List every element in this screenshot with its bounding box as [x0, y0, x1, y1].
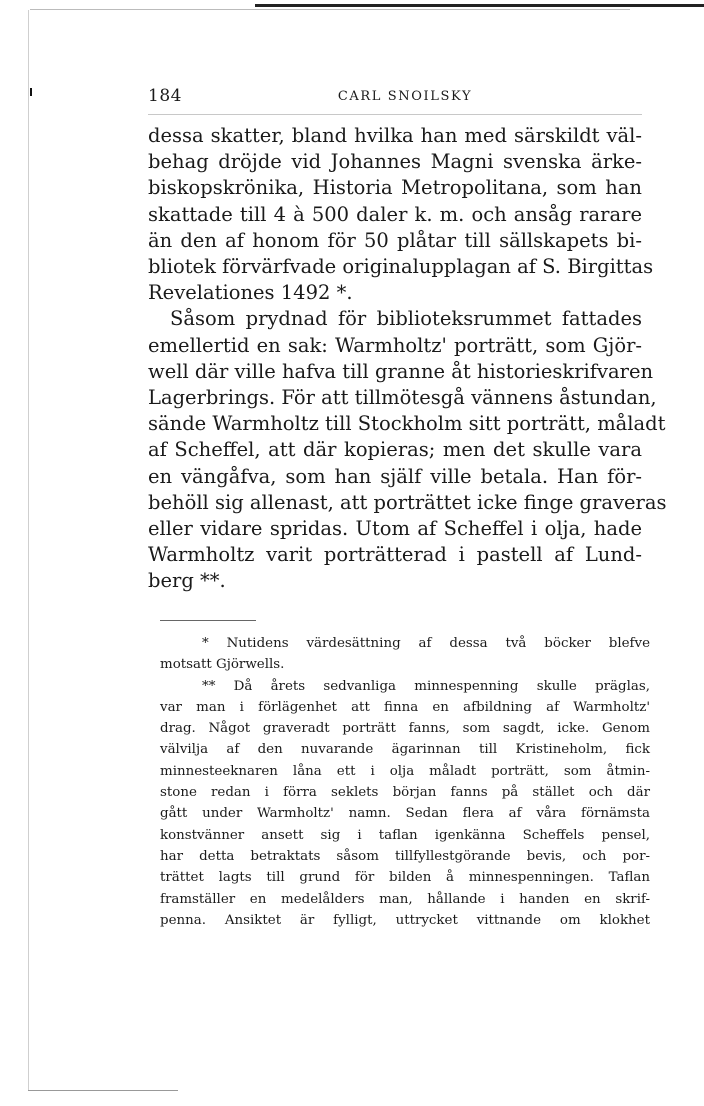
- scan-edge-top: [255, 4, 704, 7]
- body-line: well där ville hafva till granne åt historieskrifvaren: [148, 359, 654, 383]
- body-line: berg **.: [148, 569, 226, 593]
- scan-edge-left: [28, 10, 29, 1090]
- footnote-rule: [160, 620, 256, 621]
- body-line: Såsom prydnad för biblioteksrummet fattades: [170, 307, 642, 331]
- footnote-line: gått under Warmholtz' namn. Sedan flera af våra förnämsta: [160, 806, 650, 822]
- body-line: behag dröjde vid Johannes Magni svenska ärke-: [148, 150, 642, 174]
- running-head: [148, 86, 642, 110]
- footnote-line: har detta betraktats såsom tillfyllestgörande bevis, och por-: [160, 848, 650, 864]
- header-rule: [148, 114, 642, 115]
- scan-mark: [30, 88, 32, 96]
- body-line: emellertid en sak: Warmholtz' porträtt, som Gjör-: [148, 333, 642, 357]
- page-number: 184: [148, 86, 182, 106]
- footnote-line: konstvänner ansett sig i taflan igenkänna Scheffels pensel,: [160, 827, 650, 843]
- body-line: Warmholtz varit porträtterad i pastell af Lund-: [148, 543, 642, 567]
- body-line: Revelationes 1492 *.: [148, 281, 353, 305]
- running-title: CARL SNOILSKY: [337, 89, 473, 104]
- body-line: dessa skatter, bland hvilka han med särskildt väl-: [148, 124, 642, 147]
- footnote-line: stone redan i förra seklets början fanns på stället och där: [160, 785, 650, 801]
- body-line: än den af honom för 50 plåtar till sällskapets bi-: [148, 228, 642, 252]
- footnotes: [160, 633, 650, 931]
- body-line: en vängåfva, som han själf ville betala. Han för-: [148, 464, 642, 488]
- footnote-line: var man i förlägenhet att finna en afbildning af Warmholtz': [160, 699, 650, 715]
- scan-edge-top-thin: [30, 9, 630, 10]
- body-line: sände Warmholtz till Stockholm sitt porträtt, måladt: [148, 412, 666, 436]
- body-line: Lagerbrings. För att tillmötesgå vännens åstundan,: [148, 386, 657, 410]
- footnote-line: * Nutidens värdesättning af dessa två böcker blefve: [202, 636, 650, 651]
- scan-edge-bottom: [28, 1090, 178, 1091]
- footnote-line: minnesteeknaren låna ett i olja måladt porträtt, som åtmin-: [160, 763, 650, 779]
- body-line: af Scheffel, att där kopieras; men det skulle vara: [148, 438, 642, 462]
- footnote-line: välvilja af den nuvarande ägarinnan till Kristineholm, fick: [160, 742, 650, 758]
- footnote-line: penna. Ansiktet är fylligt, uttrycket vittnande om klokhet: [160, 912, 650, 928]
- footnote-line: drag. Något graveradt porträtt fanns, som sagdt, icke. Genom: [160, 721, 650, 737]
- body-line: behöll sig allenast, att porträttet icke finge graveras: [148, 490, 667, 514]
- body-text: [148, 123, 667, 595]
- body-line: skattade till 4 à 500 daler k. m. och ansåg rarare: [148, 202, 642, 226]
- footnote-line: ** Då årets sedvanliga minnespenning skulle präglas,: [202, 678, 650, 694]
- body-line: eller vidare spridas. Utom af Scheffel i olja, hade: [148, 517, 642, 541]
- body-line: biskopskrönika, Historia Metropolitana, som han: [148, 176, 642, 200]
- footnote-line: motsatt Gjörwells.: [160, 657, 285, 673]
- footnote-line: framställer en medelålders man, hållande i handen en skrif-: [160, 891, 650, 907]
- body-line: bliotek förvärfvade originalupplagan af S. Birgittas: [148, 255, 654, 279]
- footnote-line: trättet lagts till grund för bilden å minnespenningen. Taflan: [160, 870, 650, 886]
